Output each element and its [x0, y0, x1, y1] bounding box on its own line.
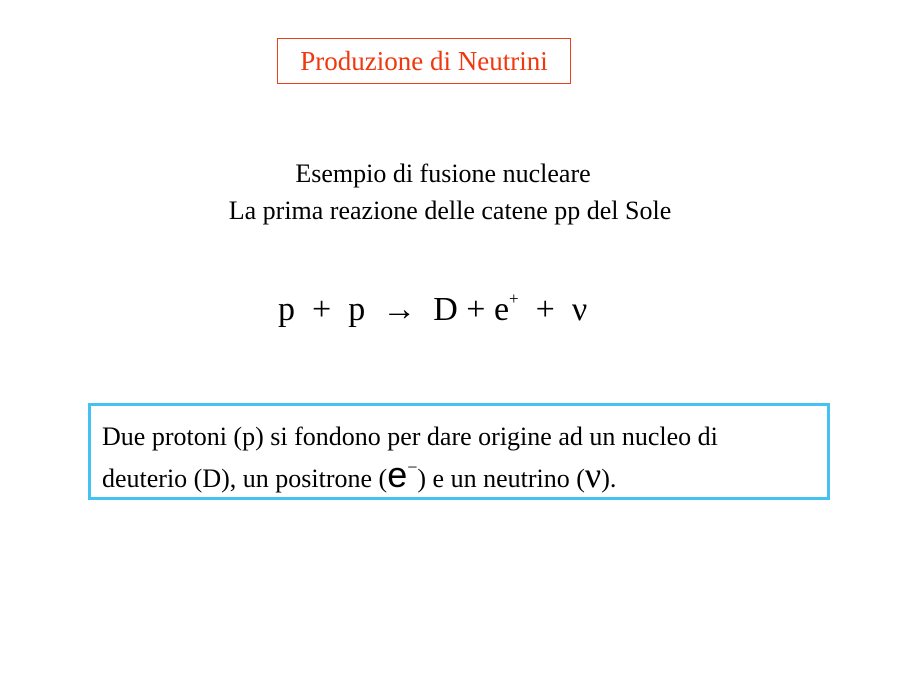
equation-plus-1: + [312, 291, 332, 328]
equation-positron-symbol: e [493, 291, 510, 328]
description-text-1: deuterio (D), un positrone ( [102, 464, 388, 493]
subtitle-line-1: Esempio di fusione nucleare [295, 159, 591, 188]
description-text-2: ) e un neutrino ( [417, 464, 585, 493]
equation-plus-2: + [466, 291, 486, 328]
equation-neutrino: ν [571, 291, 588, 328]
description-text-3: ). [601, 464, 617, 493]
equation-plus-3: + [535, 291, 555, 328]
description-line-2 [102, 454, 827, 500]
equation-proton-2: p [348, 291, 366, 328]
slide-title-box [277, 38, 571, 84]
description-line-1: Due protoni (p) si fondono per dare origine ad un nucleo di [102, 422, 718, 451]
equation-proton-1: p [278, 291, 295, 328]
equation-arrow: → [382, 291, 417, 328]
description-positron-charge: − [407, 457, 418, 477]
description-positron-symbol: e [387, 454, 408, 495]
equation-deuterium: D [433, 291, 458, 328]
equation-positron-charge: + [509, 289, 519, 308]
subtitle-line-2: La prima reazione delle catene pp del Sole [228, 196, 672, 225]
equation-positron [494, 288, 519, 332]
slide-title: Produzione di Neutrini [300, 45, 548, 76]
description-neutrino-symbol: ν [584, 455, 602, 495]
fusion-equation [278, 288, 587, 332]
description-box [88, 403, 830, 500]
